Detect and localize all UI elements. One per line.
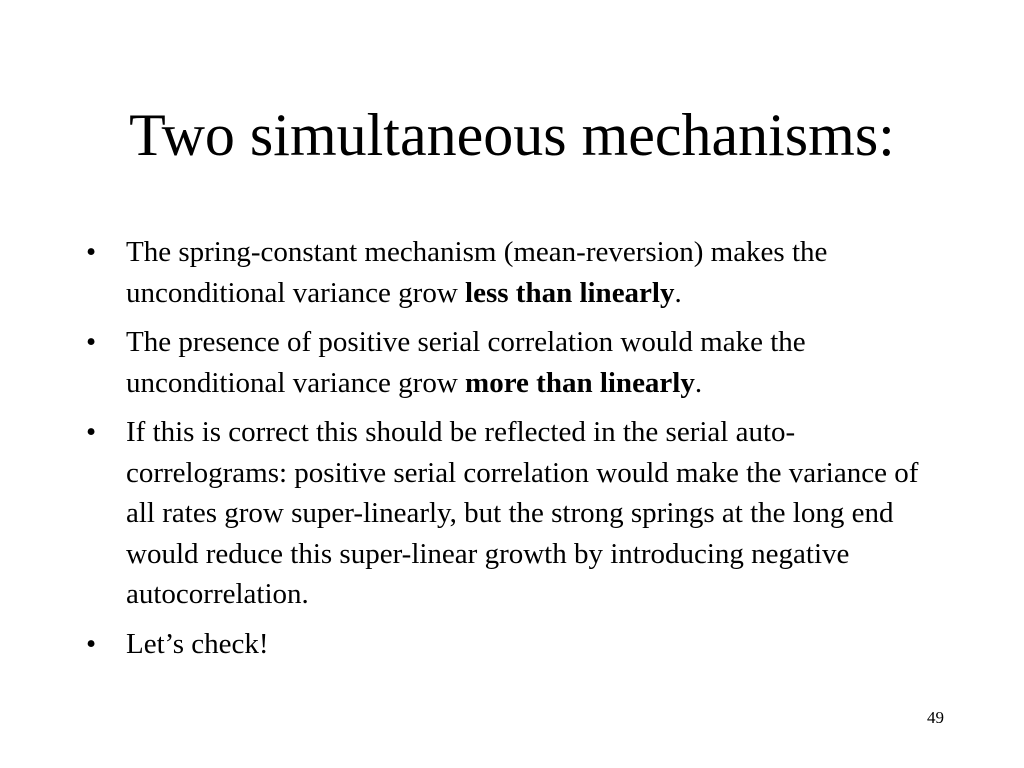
bullet-text-before: Let’s check! bbox=[126, 627, 269, 660]
bullet-item bbox=[86, 624, 946, 665]
bullet-text bbox=[126, 326, 806, 399]
bullet-item bbox=[86, 232, 946, 313]
bullet-emphasis: more than linearly bbox=[465, 366, 695, 399]
bullet-icon: • bbox=[86, 326, 97, 358]
bullet-item bbox=[86, 322, 946, 403]
page-number: 49 bbox=[927, 708, 944, 727]
bullet-text bbox=[126, 416, 918, 610]
bullet-text bbox=[126, 628, 269, 660]
bullet-item bbox=[86, 412, 946, 615]
bullet-emphasis: less than linearly bbox=[465, 276, 675, 309]
bullet-text-before: The presence of positive serial correlation would make the unconditional variance grow bbox=[126, 326, 806, 399]
bullet-icon: • bbox=[86, 236, 97, 268]
bullet-text-after: . bbox=[694, 366, 703, 399]
bullet-text-after: . bbox=[674, 276, 682, 309]
bullet-icon: • bbox=[86, 627, 97, 660]
bullet-list bbox=[86, 232, 946, 673]
bullet-text-before: The spring-constant mechanism (mean-reversion) makes the unconditional variance grow bbox=[126, 236, 828, 309]
bullet-text-before: If this is correct this should be reflected in the serial auto-correlograms: positive serial correlation would make the variance of all rates grow super-linearly, but the strong springs at the long end would reduce this super-linear growth by introducing negative autocorrelation. bbox=[126, 416, 919, 610]
bullet-text bbox=[126, 236, 827, 309]
slide-title: Two simultaneous mechanisms: bbox=[129, 102, 895, 168]
bullet-icon: • bbox=[86, 416, 97, 448]
